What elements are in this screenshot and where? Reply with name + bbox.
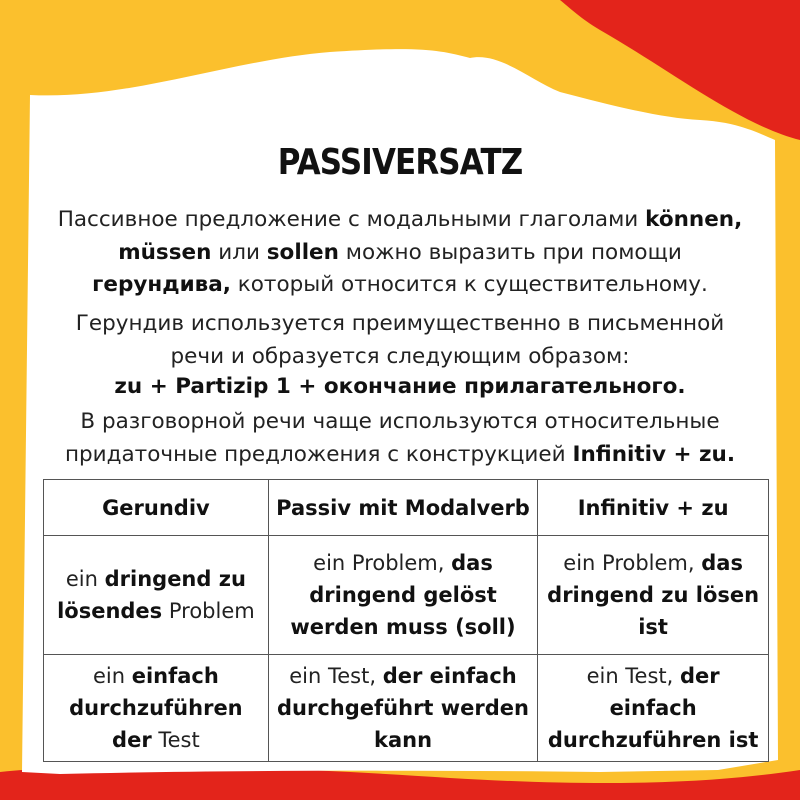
cell-gerundiv: ein dringend zu lösendes Problem — [44, 536, 269, 655]
table-row — [44, 655, 769, 762]
header-passiv: Passiv mit Modalverb — [268, 480, 537, 536]
comparison-table — [43, 479, 769, 762]
cell-infinitiv: ein Problem, das dringend zu lösen ist — [538, 536, 769, 655]
page-title: PASSIVERSATZ — [277, 142, 523, 183]
intro-paragraph: Пассивное предложение с модальными глаголами können, müssen или sollen можно выразить при помощи герундива, который относится к существительному. — [57, 207, 743, 297]
table-header-row — [44, 480, 769, 536]
colloquial-note: В разговорной речи чаще используются относительные придаточные предложения с конструкцией Infinitiv + zu. — [64, 409, 736, 467]
table-row — [44, 536, 769, 655]
cell-infinitiv: ein Test, der einfach durchzuführen ist — [538, 655, 769, 762]
gerundiv-description: Герундив используется преимущественно в письменной речи и образуется следующим образом: — [75, 311, 725, 369]
formula: zu + Partizip 1 + окончание прилагательного. — [114, 374, 686, 399]
header-infinitiv: Infinitiv + zu — [538, 480, 769, 536]
cell-passiv: ein Problem, das dringend gelöst werden muss (soll) — [268, 536, 537, 655]
header-gerundiv: Gerundiv — [44, 480, 269, 536]
cell-passiv: ein Test, der einfach durchgeführt werden kann — [268, 655, 537, 762]
cell-gerundiv: ein einfach durchzuführen der Test — [44, 655, 269, 762]
